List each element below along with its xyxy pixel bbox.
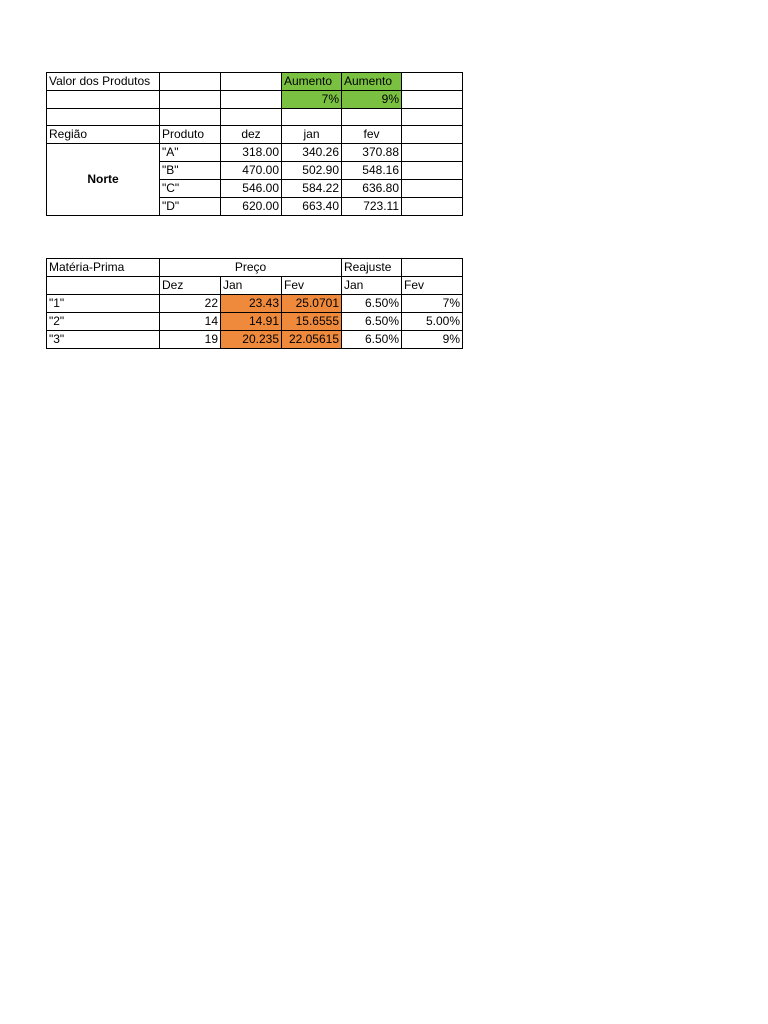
table-header-row (47, 277, 463, 295)
table-row (47, 331, 463, 349)
reajuste-fev-cell[interactable]: 7% (402, 295, 463, 313)
table-row (47, 91, 463, 109)
empty-cell[interactable] (402, 73, 463, 91)
jan-cell[interactable]: 340.26 (282, 144, 342, 162)
item-cell[interactable]: "3" (47, 331, 160, 349)
header-jan[interactable]: Jan (221, 277, 282, 295)
rate-jan-cell[interactable]: 7% (282, 91, 342, 109)
reajuste-fev-cell[interactable]: 9% (402, 331, 463, 349)
empty-cell[interactable] (47, 109, 160, 126)
table-header-row (47, 126, 463, 144)
empty-cell[interactable] (402, 180, 463, 198)
fev-cell[interactable]: 25.0701 (282, 295, 342, 313)
dez-cell[interactable]: 546.00 (221, 180, 282, 198)
dez-cell[interactable]: 620.00 (221, 198, 282, 216)
header-dez[interactable]: dez (221, 126, 282, 144)
empty-cell[interactable] (221, 91, 282, 109)
product-values-table (46, 72, 463, 216)
empty-cell[interactable] (402, 259, 463, 277)
table-row (47, 295, 463, 313)
table-title-cell[interactable]: Matéria-Prima (47, 259, 160, 277)
header-produto[interactable]: Produto (160, 126, 221, 144)
reajuste-jan-cell[interactable]: 6.50% (342, 313, 402, 331)
header-fev[interactable]: fev (342, 126, 402, 144)
produto-cell[interactable]: "A" (160, 144, 221, 162)
empty-cell[interactable] (402, 91, 463, 109)
fev-cell[interactable]: 15.6555 (282, 313, 342, 331)
empty-cell[interactable] (402, 109, 463, 126)
empty-cell[interactable] (221, 73, 282, 91)
jan-cell[interactable]: 14.91 (221, 313, 282, 331)
dez-cell[interactable]: 470.00 (221, 162, 282, 180)
aumento-header-fev[interactable]: Aumento (342, 73, 402, 91)
jan-cell[interactable]: 502.90 (282, 162, 342, 180)
empty-cell[interactable] (47, 277, 160, 295)
header-reajuste-jan[interactable]: Jan (342, 277, 402, 295)
header-fev[interactable]: Fev (282, 277, 342, 295)
produto-cell[interactable]: "B" (160, 162, 221, 180)
empty-cell[interactable] (402, 144, 463, 162)
dez-cell[interactable]: 19 (160, 331, 221, 349)
header-reajuste-fev[interactable]: Fev (402, 277, 463, 295)
table-row (47, 144, 463, 162)
empty-cell[interactable] (342, 109, 402, 126)
produto-cell[interactable]: "D" (160, 198, 221, 216)
fev-cell[interactable]: 723.11 (342, 198, 402, 216)
table-row (47, 313, 463, 331)
dez-cell[interactable]: 318.00 (221, 144, 282, 162)
aumento-header-jan[interactable]: Aumento (282, 73, 342, 91)
fev-cell[interactable]: 636.80 (342, 180, 402, 198)
raw-material-table (46, 258, 463, 349)
rate-fev-cell[interactable]: 9% (342, 91, 402, 109)
table-title-cell[interactable]: Valor dos Produtos (47, 73, 160, 91)
jan-cell[interactable]: 663.40 (282, 198, 342, 216)
reajuste-fev-cell[interactable]: 5.00% (402, 313, 463, 331)
table-row (47, 73, 463, 91)
empty-cell[interactable] (47, 91, 160, 109)
empty-cell[interactable] (402, 126, 463, 144)
empty-cell[interactable] (221, 109, 282, 126)
empty-cell[interactable] (160, 73, 221, 91)
empty-cell[interactable] (160, 91, 221, 109)
empty-cell[interactable] (160, 109, 221, 126)
reajuste-jan-cell[interactable]: 6.50% (342, 295, 402, 313)
item-cell[interactable]: "1" (47, 295, 160, 313)
reajuste-header[interactable]: Reajuste (342, 259, 402, 277)
item-cell[interactable]: "2" (47, 313, 160, 331)
jan-cell[interactable]: 584.22 (282, 180, 342, 198)
table-row (47, 109, 463, 126)
table-header-row (47, 259, 463, 277)
header-dez[interactable]: Dez (160, 277, 221, 295)
fev-cell[interactable]: 370.88 (342, 144, 402, 162)
empty-cell[interactable] (402, 198, 463, 216)
header-regiao[interactable]: Região (47, 126, 160, 144)
region-cell[interactable]: Norte (47, 144, 160, 216)
preco-header[interactable]: Preço (160, 259, 342, 277)
header-jan[interactable]: jan (282, 126, 342, 144)
dez-cell[interactable]: 14 (160, 313, 221, 331)
produto-cell[interactable]: "C" (160, 180, 221, 198)
dez-cell[interactable]: 22 (160, 295, 221, 313)
fev-cell[interactable]: 548.16 (342, 162, 402, 180)
fev-cell[interactable]: 22.05615 (282, 331, 342, 349)
jan-cell[interactable]: 20.235 (221, 331, 282, 349)
reajuste-jan-cell[interactable]: 6.50% (342, 331, 402, 349)
jan-cell[interactable]: 23.43 (221, 295, 282, 313)
empty-cell[interactable] (402, 162, 463, 180)
empty-cell[interactable] (282, 109, 342, 126)
